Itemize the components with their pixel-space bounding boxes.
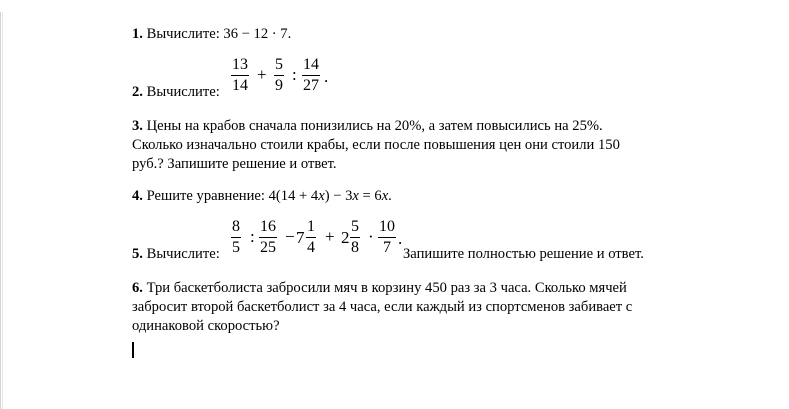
problem-3-line-1	[132, 117, 603, 136]
problem-1-number: 1.	[132, 26, 143, 42]
denominator: 4	[307, 239, 315, 256]
numerator: 16	[260, 218, 276, 235]
plus-sign: +	[325, 227, 335, 246]
denominator: 5	[232, 239, 240, 256]
problem-5-label-line	[132, 245, 220, 264]
plus-sign: +	[257, 65, 267, 84]
division-sign: :	[250, 227, 255, 246]
numerator: 8	[232, 218, 240, 235]
problem-5-instruction: Запишите полностью решение и ответ.	[403, 246, 644, 262]
numerator: 5	[351, 218, 359, 235]
eq-part: = 6	[358, 188, 382, 204]
fraction-8-5	[231, 218, 241, 257]
problem-6-line-3: одинаковой скоростью?	[132, 318, 280, 334]
problem-6-line-1	[132, 279, 627, 298]
numerator: 10	[379, 218, 395, 235]
problem-3-line-2: Сколько изначально стоили крабы, если после повышения цен они стоили 150	[132, 137, 620, 153]
eq-part: .	[388, 188, 392, 204]
period: .	[398, 229, 403, 248]
problem-2-label: Вычислите:	[146, 84, 220, 100]
multiply-dot: ·	[368, 227, 374, 246]
problem-3-number: 3.	[132, 118, 143, 134]
numerator: 1	[307, 218, 315, 235]
var-x: x	[352, 188, 359, 204]
numerator: 5	[275, 56, 283, 73]
problem-1-text: Вычислите: 36 − 12 · 7.	[146, 26, 292, 42]
denominator: 14	[232, 77, 248, 94]
mixed-integer-2: 2	[341, 228, 350, 247]
denominator: 9	[275, 77, 283, 94]
fraction-14-27	[302, 56, 320, 95]
page-edge-shadow	[2, 12, 3, 409]
problem-4-number: 4.	[132, 188, 143, 204]
problem-6-line-2: забросит второй баскетболист за 4 часа, если каждый из спортсменов забивает с	[132, 299, 633, 315]
problem-6-number: 6.	[132, 280, 143, 296]
page-edge-line	[0, 12, 1, 409]
eq-part: ) − 3	[324, 188, 353, 204]
mixed-integer-7: 7	[296, 228, 305, 247]
fraction-5-9	[274, 56, 284, 95]
fraction-5-8	[350, 218, 360, 257]
denominator: 25	[260, 239, 276, 256]
numerator: 14	[303, 56, 319, 73]
problem-1	[132, 25, 291, 44]
var-x: x	[318, 188, 325, 204]
denominator: 7	[378, 237, 396, 257]
eq-part: 4(14 + 4	[268, 188, 319, 204]
problem-5-number: 5.	[132, 246, 143, 262]
denominator: 8	[351, 239, 359, 256]
denominator: 27	[303, 77, 319, 94]
fraction-10-7	[378, 218, 396, 257]
problem-4-label: Решите уравнение:	[146, 188, 265, 204]
division-sign: :	[292, 65, 297, 84]
var-x: x	[381, 188, 389, 204]
fraction-16-25	[259, 218, 277, 257]
minus-sign: −	[285, 227, 295, 246]
problem-3-line-3: руб.? Запишите решение и ответ.	[132, 156, 337, 172]
problem-2-label-line	[132, 83, 220, 102]
fraction-13-14	[231, 56, 249, 95]
text-cursor[interactable]	[132, 342, 134, 358]
period: .	[324, 67, 329, 86]
numerator: 13	[232, 56, 248, 73]
problem-2-number: 2.	[132, 84, 143, 100]
problem-4	[132, 187, 392, 206]
problem-3-text-1: Цены на крабов сначала понизились на 20%, а затем повысились на 25%.	[146, 118, 603, 134]
equation	[269, 188, 392, 204]
problem-5-label: Вычислите:	[146, 246, 220, 262]
fraction-1-4	[306, 218, 316, 257]
problem-6-text-1: Три баскетболиста забросили мяч в корзину 450 раз за 3 часа. Сколько мячей	[146, 280, 627, 296]
